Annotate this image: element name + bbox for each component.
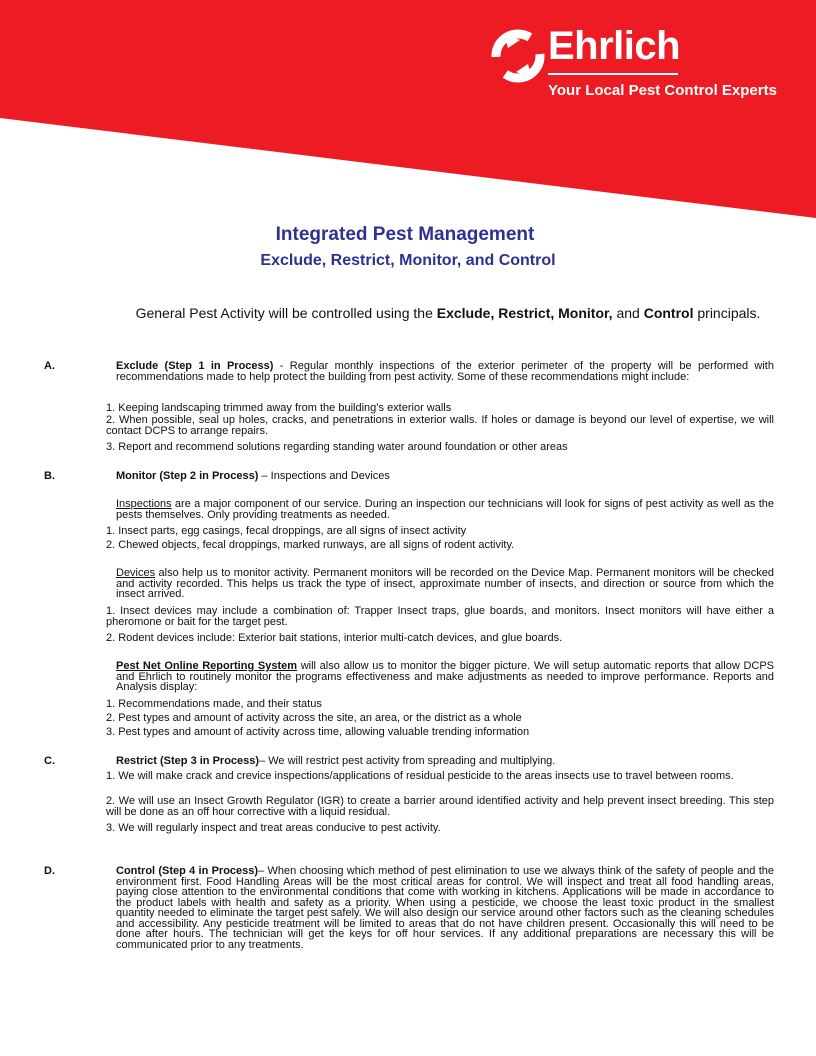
section-paragraph [116, 471, 774, 482]
section-text: – When choosing which method of pest elimination to use we always think of the safety of people and the environment first. Food Handling Areas will be the most critical areas for control. We will inspect and treat all food handling areas, paying close attention to the environmental conditions that come with working in kitchens. Applications will be made in accordance to the product labels with health and safety as a priority. When using a pesticide, we choose the least toxic product in the smallest quantity needed to eliminate the target pest safely. We will also design our service around other factors such as the cleaning schedules and accessibility. Any pesticide treatment will be limited to areas that do not have children present. Occasionally this will need to be done after hours. The technician will get the keys for off hour services. If any additional preparations are necessary this will be communicated prior to any treatments. [116, 865, 774, 951]
intro-text: principals. [693, 305, 761, 321]
list-item: 2. We will use an Insect Growth Regulator (IGR) to create a barrier around identified activity and help prevent insect breeding. This step will be done as an off hour corrective with a liquid residual. [106, 795, 774, 818]
list-item: 2. Rodent devices include: Exterior bait stations, interior multi-catch devices, and glue boards. [106, 632, 563, 644]
paragraph-text: are a major component of our service. During an inspection our technicians will look for signs of pest activity as well as the pests themselves. Only providing treatments as needed. [116, 498, 774, 521]
intro-keywords: Exclude, Restrict, Monitor, [436, 305, 613, 321]
intro-text: and [612, 305, 644, 321]
list-item: 1. We will make crack and crevice inspections/applications of residual pesticide to the areas insects use to travel between rooms. [106, 770, 734, 782]
section-paragraph [116, 361, 774, 382]
page-subtitle: Exclude, Restrict, Monitor, and Control [260, 252, 556, 269]
section-text: – Inspections and Devices [258, 470, 390, 482]
section-letter: A. [44, 360, 55, 372]
section-letter: B. [44, 470, 55, 482]
pestnet-paragraph [116, 661, 774, 693]
list-item: 2. When possible, seal up holes, cracks, and penetrations in exterior walls. If holes or damage is beyond our level of expertise, we will contact DCPS to arrange repairs. [106, 414, 774, 437]
term-devices: Devices [116, 567, 156, 579]
devices-paragraph [116, 568, 774, 600]
section-letter: D. [44, 865, 55, 877]
section-heading: Control (Step 4 in Process) [116, 865, 259, 877]
ehrlich-swirl-logo-icon [490, 26, 550, 86]
page-title: Integrated Pest Management [275, 224, 535, 245]
list-item: 3. Pest types and amount of activity across time, allowing valuable trending information [106, 726, 530, 738]
section-letter: C. [44, 755, 55, 767]
term-pestnet: Pest Net Online Reporting System [116, 660, 298, 672]
list-item: 2. Chewed objects, fecal droppings, marked runways, are all signs of rodent activity. [106, 539, 515, 551]
list-item: 1. Keeping landscaping trimmed away from the building’s exterior walls [106, 402, 452, 414]
section-paragraph [116, 756, 774, 767]
section-heading: Exclude (Step 1 in Process) [116, 360, 274, 372]
list-item: 1. Recommendations made, and their status [106, 698, 322, 710]
paragraph-text: will also allow us to monitor the bigger picture. We will setup automatic reports that allow DCPS and Ehrlich to routinely monitor the programs effectiveness and make adjustments as needed to improve performance. Reports and Analysis display: [116, 660, 775, 693]
intro-keyword-control: Control [643, 305, 694, 321]
intro-text: General Pest Activity will be controlled using the [135, 305, 437, 321]
brand-underline [548, 73, 678, 75]
list-item: 2. Pest types and amount of activity across the site, an area, or the district as a whole [106, 712, 522, 724]
section-heading: Monitor (Step 2 in Process) [116, 470, 259, 482]
list-item: 1. Insect devices may include a combination of: Trapper Insect traps, glue boards, and monitors. Insect monitors will have either a pheromone or bait for the target pest. [106, 605, 774, 628]
list-item: 1. Insect parts, egg casings, fecal droppings, are all signs of insect activity [106, 525, 467, 537]
list-item: 3. We will regularly inspect and treat areas conducive to pest activity. [106, 822, 441, 834]
section-text: - Regular monthly inspections of the exterior perimeter of the property will be performed with recommendations made to help protect the building from pest activity. Some of these recommendations might include: [116, 360, 774, 383]
brand-name: Ehrlich [548, 24, 681, 68]
list-item: 3. Report and recommend solutions regarding standing water around foundation or other areas [106, 441, 568, 453]
section-heading: Restrict (Step 3 in Process) [116, 755, 260, 767]
term-inspections: Inspections [116, 498, 172, 510]
brand-tagline: Your Local Pest Control Experts [548, 82, 777, 99]
paragraph-text: also help us to monitor activity. Permanent monitors will be recorded on the Device Map. Permanent monitors will be checked and activity recorded. This helps us track the type of insect, approximate number of insects, and direction or source from which the insect arrived. [116, 567, 774, 600]
inspections-paragraph [116, 499, 774, 520]
intro-paragraph [118, 306, 778, 321]
section-text: – We will restrict pest activity from spreading and multiplying. [259, 755, 556, 767]
section-paragraph [116, 866, 774, 950]
header-banner [0, 0, 816, 220]
